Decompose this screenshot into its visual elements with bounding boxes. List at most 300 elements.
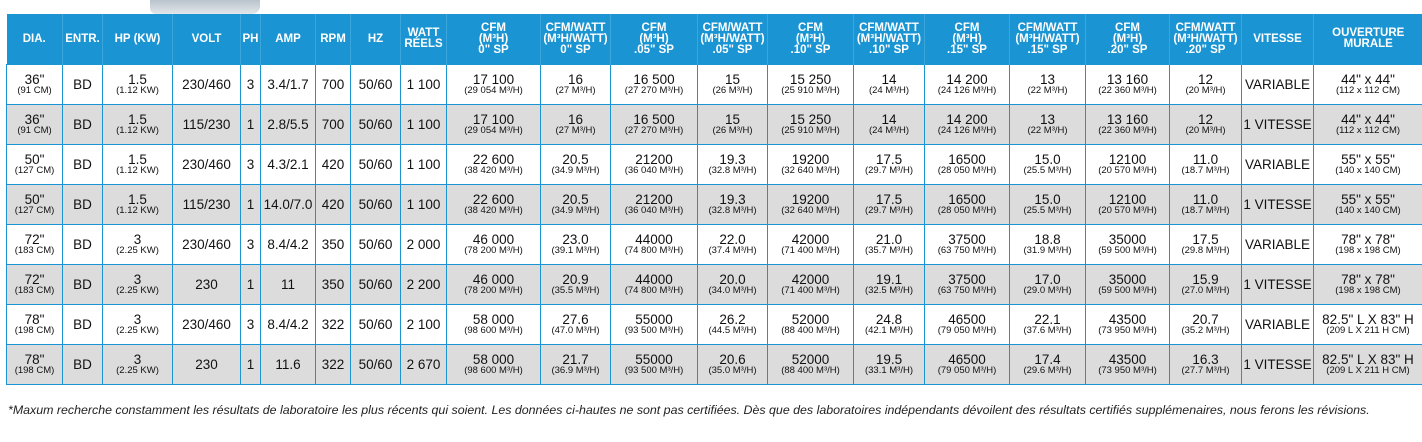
cell-value: 17.5	[1192, 232, 1219, 247]
cell-value: 16.3	[1192, 352, 1219, 367]
table-cell	[1086, 145, 1170, 185]
table-cell	[401, 225, 447, 265]
cell-metric: (59 500 M³/H)	[1098, 285, 1157, 296]
table-cell	[854, 265, 925, 305]
cell-value: 1	[246, 197, 255, 212]
table-cell	[7, 105, 63, 145]
column-header-line: .10" SP	[869, 43, 909, 56]
cell-value: VARIABLE	[1244, 77, 1311, 92]
table-cell	[351, 185, 401, 225]
table-cell	[401, 305, 447, 345]
table-cell	[611, 65, 698, 105]
cell-metric: (78 200 M³/H)	[464, 285, 523, 296]
table-cell	[768, 225, 854, 265]
cell-value: 55" x 55"	[1341, 152, 1395, 167]
table-cell	[698, 105, 768, 145]
table-cell	[261, 65, 316, 105]
cell-value: 1	[246, 357, 255, 372]
cell-value: 14.0/7.0	[263, 197, 313, 212]
cell-value: 36"	[24, 72, 45, 87]
cell-metric: (20 M³/H)	[1185, 85, 1226, 96]
cell-metric: (22 360 M³/H)	[1098, 125, 1157, 136]
cell-value: 21200	[635, 152, 673, 167]
cell-value: BD	[73, 357, 92, 372]
table-cell	[447, 185, 541, 225]
cell-value: 1 100	[406, 117, 441, 132]
cell-value: 1 VITESSE	[1243, 357, 1312, 372]
cell-value: BD	[73, 317, 92, 332]
table-cell	[925, 145, 1010, 185]
cell-value: 42000	[791, 232, 830, 247]
cell-value: 3	[246, 317, 255, 332]
cell-metric: (198 CM)	[14, 365, 55, 376]
table-cell	[541, 145, 611, 185]
table-cell	[541, 65, 611, 105]
table-cell	[173, 345, 241, 385]
table-cell	[316, 305, 351, 345]
cell-value: 44" x 44"	[1341, 72, 1395, 87]
table-cell	[698, 345, 768, 385]
cell-value: 1.5	[128, 152, 147, 167]
cell-metric: (63 750 M³/H)	[937, 285, 997, 296]
table-row	[7, 65, 1422, 105]
cell-metric: (127 CM)	[14, 205, 55, 216]
cell-metric: (24 126 M³/H)	[937, 85, 997, 96]
table-cell	[1314, 265, 1422, 305]
column-header-line: RPM	[320, 32, 346, 45]
cell-metric: (91 CM)	[17, 125, 52, 136]
cell-value: 2.8/5.5	[267, 117, 309, 132]
cell-value: VARIABLE	[1244, 317, 1311, 332]
cell-value: BD	[73, 117, 92, 132]
table-cell	[316, 145, 351, 185]
cell-value: 1	[246, 117, 255, 132]
cell-value: VARIABLE	[1244, 157, 1311, 172]
table-cell	[7, 305, 63, 345]
table-cell	[1086, 305, 1170, 345]
cell-value: 13	[1039, 112, 1056, 127]
cell-value: 42000	[791, 272, 830, 287]
corner-graphic	[150, 0, 260, 14]
column-header-line: OUVERTURE	[1332, 27, 1405, 39]
table-cell	[63, 305, 103, 345]
cell-value: 115/230	[182, 197, 231, 212]
table-cell	[1010, 225, 1086, 265]
cell-value: 230	[195, 277, 218, 292]
table-cell	[1242, 265, 1314, 305]
cell-value: 13	[1039, 72, 1056, 87]
cell-value: 420	[321, 157, 345, 172]
table-cell	[854, 105, 925, 145]
cell-value: 14	[881, 72, 897, 87]
spec-table	[6, 14, 1422, 385]
column-header-line: (M³H)	[1112, 32, 1143, 45]
cell-metric: (1.12 KW)	[116, 165, 159, 176]
column-header	[241, 14, 261, 65]
cell-value: 14 200	[946, 112, 988, 127]
column-header-line: (M³H)	[952, 32, 982, 45]
cell-value: 322	[321, 357, 345, 372]
table-cell	[447, 145, 541, 185]
cell-metric: (42.1 M³/H)	[864, 325, 914, 336]
cell-metric: (91 CM)	[17, 85, 52, 96]
cell-metric: (98 600 M³/H)	[464, 365, 523, 376]
column-header	[1086, 14, 1170, 65]
table-cell	[611, 345, 698, 385]
cell-value: 43500	[1108, 312, 1147, 327]
table-cell	[7, 185, 63, 225]
cell-value: 1.5	[128, 112, 147, 127]
column-header	[7, 14, 63, 65]
cell-metric: (2.25 KW)	[116, 365, 159, 376]
table-cell	[698, 305, 768, 345]
table-cell	[316, 225, 351, 265]
cell-metric: (20 570 M³/H)	[1098, 165, 1157, 176]
table-cell	[1086, 265, 1170, 305]
table-cell	[447, 265, 541, 305]
cell-metric: (93 500 M³/H)	[624, 325, 684, 336]
cell-value: BD	[73, 197, 92, 212]
cell-value: 72"	[24, 272, 45, 287]
cell-value: BD	[73, 157, 92, 172]
cell-metric: (26 M³/H)	[712, 125, 753, 136]
column-header-line: ENTR.	[65, 32, 100, 45]
table-cell	[1170, 145, 1242, 185]
cell-value: BD	[73, 277, 92, 292]
cell-value: 700	[321, 117, 345, 132]
table-cell	[316, 65, 351, 105]
cell-metric: (18.7 M³/H)	[1181, 165, 1230, 176]
cell-value: 16	[567, 72, 584, 87]
table-cell	[1170, 105, 1242, 145]
table-cell	[63, 145, 103, 185]
column-header	[316, 14, 351, 65]
cell-metric: (24 M³/H)	[868, 125, 910, 136]
table-cell	[173, 225, 241, 265]
cell-value: 17.5	[875, 192, 903, 207]
cell-metric: (22 M³/H)	[1027, 125, 1068, 136]
cell-metric: (34.0 M³/H)	[708, 285, 757, 296]
table-cell	[698, 145, 768, 185]
table-cell	[854, 145, 925, 185]
cell-metric: (33.1 M³/H)	[864, 365, 914, 376]
cell-value: 13 160	[1106, 112, 1149, 127]
table-cell	[611, 305, 698, 345]
table-cell	[854, 185, 925, 225]
table-cell	[241, 145, 261, 185]
cell-metric: (24 126 M³/H)	[937, 125, 997, 136]
cell-metric: (35.2 M³/H)	[1181, 325, 1230, 336]
column-header-line: CFM	[641, 21, 667, 34]
cell-value: 12	[1197, 72, 1214, 87]
table-cell	[698, 265, 768, 305]
cell-value: 1 VITESSE	[1243, 197, 1312, 212]
table-cell	[1242, 145, 1314, 185]
table-cell	[241, 65, 261, 105]
cell-metric: (18.7 M³/H)	[1181, 205, 1230, 216]
column-header-line: 0" SP	[560, 43, 591, 56]
table-cell	[854, 225, 925, 265]
table-cell	[768, 345, 854, 385]
cell-value: 50/60	[358, 77, 393, 92]
cell-value: 50/60	[358, 237, 393, 252]
table-cell	[447, 65, 541, 105]
table-cell	[698, 185, 768, 225]
table-cell	[173, 65, 241, 105]
cell-value: 82.5" L X 83" H	[1322, 352, 1414, 367]
cell-value: 22.1	[1034, 312, 1061, 327]
cell-value: 1	[246, 277, 255, 292]
cell-value: 43500	[1108, 352, 1147, 367]
cell-metric: (1.12 KW)	[116, 125, 159, 136]
cell-metric: (34.9 M³/H)	[551, 205, 600, 216]
cell-value: 19.5	[875, 352, 903, 367]
column-header-line: .20" SP	[1185, 43, 1226, 56]
cell-value: 3	[246, 157, 255, 172]
table-cell	[1314, 305, 1422, 345]
cell-metric: (35.0 M³/H)	[708, 365, 757, 376]
cell-value: 15 250	[789, 72, 832, 87]
table-cell	[1242, 305, 1314, 345]
cell-value: 19.3	[719, 192, 746, 207]
cell-value: 1 VITESSE	[1243, 117, 1312, 132]
table-cell	[768, 305, 854, 345]
cell-value: 17.4	[1034, 352, 1061, 367]
table-cell	[351, 145, 401, 185]
cell-metric: (127 CM)	[14, 165, 55, 176]
cell-metric: (209 L X 211 H CM)	[1326, 325, 1410, 336]
table-cell	[103, 145, 173, 185]
cell-value: 1.5	[128, 72, 147, 87]
table-cell	[401, 185, 447, 225]
cell-metric: (36 040 M³/H)	[624, 165, 684, 176]
column-header-line: CFM/WATT	[1017, 21, 1078, 34]
cell-value: 50/60	[358, 197, 393, 212]
table-cell	[1010, 345, 1086, 385]
cell-metric: (29 054 M³/H)	[464, 85, 523, 96]
cell-metric: (2.25 KW)	[116, 285, 159, 296]
cell-value: 15 250	[789, 112, 832, 127]
table-cell	[401, 265, 447, 305]
cell-metric: (26 M³/H)	[712, 85, 753, 96]
cell-value: 55" x 55"	[1341, 192, 1395, 207]
cell-value: 14	[881, 112, 897, 127]
table-cell	[541, 105, 611, 145]
cell-value: 4.3/2.1	[267, 157, 309, 172]
table-cell	[1170, 265, 1242, 305]
cell-value: 27.6	[562, 312, 589, 327]
cell-value: 350	[321, 277, 345, 292]
table-cell	[241, 305, 261, 345]
cell-value: 19.3	[719, 152, 746, 167]
column-header-line: CFM	[798, 21, 823, 34]
table-cell	[1242, 345, 1314, 385]
table-cell	[611, 145, 698, 185]
table-cell	[541, 265, 611, 305]
table-cell	[768, 65, 854, 105]
table-cell	[447, 225, 541, 265]
table-cell	[173, 305, 241, 345]
cell-metric: (2.25 KW)	[116, 325, 159, 336]
table-cell	[611, 105, 698, 145]
cell-metric: (88 400 M³/H)	[781, 365, 840, 376]
table-cell	[1170, 65, 1242, 105]
cell-value: 15.0	[1034, 192, 1061, 207]
column-header-line: RÉELS	[404, 38, 443, 50]
table-cell	[351, 345, 401, 385]
cell-metric: (209 L X 211 H CM)	[1326, 365, 1410, 376]
cell-value: 16 500	[633, 72, 675, 87]
cell-metric: (1.12 KW)	[116, 205, 159, 216]
cell-metric: (35.5 M³/H)	[551, 285, 600, 296]
table-cell	[925, 105, 1010, 145]
cell-metric: (27 270 M³/H)	[624, 85, 684, 96]
cell-value: 36"	[24, 112, 45, 127]
column-header-line: CFM/WATT	[702, 21, 763, 34]
column-header-line: CFM	[1115, 21, 1140, 34]
table-cell	[1010, 105, 1086, 145]
table-row	[7, 345, 1422, 385]
cell-value: 14 200	[946, 72, 988, 87]
table-cell	[316, 105, 351, 145]
cell-metric: (112 x 112 CM)	[1335, 85, 1401, 96]
cell-value: 16 500	[633, 112, 675, 127]
table-cell	[7, 65, 63, 105]
table-cell	[63, 105, 103, 145]
cell-metric: (20 M³/H)	[1185, 125, 1226, 136]
table-cell	[351, 65, 401, 105]
column-header	[63, 14, 103, 65]
cell-metric: (1.12 KW)	[116, 85, 159, 96]
cell-value: 350	[321, 237, 345, 252]
column-header-line: HZ	[367, 32, 384, 45]
table-cell	[1242, 65, 1314, 105]
cell-metric: (29.6 M³/H)	[1023, 365, 1072, 376]
table-cell	[401, 145, 447, 185]
cell-metric: (27 270 M³/H)	[624, 125, 684, 136]
table-cell	[261, 225, 316, 265]
column-header-line: (M³H/WATT)	[700, 32, 765, 45]
cell-metric: (47.0 M³/H)	[551, 325, 600, 336]
cell-value: 26.2	[719, 312, 746, 327]
table-row	[7, 185, 1422, 225]
cell-value: 230	[195, 357, 218, 372]
cell-value: 19.1	[875, 272, 903, 287]
cell-value: 2 100	[406, 317, 441, 332]
table-cell	[1170, 185, 1242, 225]
cell-value: 12100	[1108, 152, 1147, 167]
cell-metric: (2.25 KW)	[116, 245, 159, 256]
cell-metric: (29 054 M³/H)	[464, 125, 523, 136]
table-body	[7, 65, 1422, 385]
cell-value: 21200	[635, 192, 673, 207]
header-row	[7, 14, 1422, 65]
table-cell	[351, 265, 401, 305]
cell-metric: (31.9 M³/H)	[1023, 245, 1072, 256]
table-cell	[1314, 145, 1422, 185]
column-header-line: CFM	[954, 21, 980, 34]
table-cell	[63, 185, 103, 225]
cell-value: 15	[724, 72, 741, 87]
cell-value: 52000	[791, 312, 830, 327]
column-header-line: 0" SP	[478, 43, 509, 56]
table-cell	[768, 185, 854, 225]
table-cell	[1170, 305, 1242, 345]
column-header	[1314, 14, 1422, 65]
table-cell	[173, 145, 241, 185]
table-cell	[261, 265, 316, 305]
table-cell	[925, 185, 1010, 225]
cell-value: 17 100	[472, 112, 515, 127]
column-header-line: CFM/WATT	[1175, 21, 1236, 34]
table-cell	[1170, 225, 1242, 265]
cell-value: 1 VITESSE	[1243, 277, 1312, 292]
cell-value: 8.4/4.2	[267, 317, 309, 332]
table-cell	[1086, 225, 1170, 265]
table-cell	[261, 305, 316, 345]
cell-value: 78"	[24, 312, 45, 327]
table-cell	[351, 305, 401, 345]
cell-value: 1 100	[406, 157, 441, 172]
table-cell	[241, 225, 261, 265]
table-cell	[925, 65, 1010, 105]
table-cell	[1314, 345, 1422, 385]
cell-metric: (93 500 M³/H)	[624, 365, 684, 376]
column-header-line: HP (KW)	[114, 32, 161, 45]
cell-value: 1.5	[128, 192, 147, 207]
column-header-line: DIA.	[22, 32, 46, 45]
table-cell	[611, 265, 698, 305]
cell-value: 78" x 78"	[1341, 272, 1395, 287]
table-cell	[261, 105, 316, 145]
cell-value: 11	[280, 277, 295, 292]
table-cell	[173, 265, 241, 305]
table-cell	[63, 225, 103, 265]
column-header	[768, 14, 854, 65]
table-cell	[925, 225, 1010, 265]
cell-value: 20.9	[562, 272, 589, 287]
cell-value: 46500	[948, 352, 986, 367]
cell-value: 322	[321, 317, 345, 332]
table-cell	[103, 265, 173, 305]
column-header-line: (M³H/WATT)	[543, 32, 608, 45]
column-header-line: CFM/WATT	[859, 21, 919, 34]
cell-value: 35000	[1108, 272, 1147, 287]
cell-metric: (183 CM)	[14, 245, 55, 256]
table-cell	[447, 305, 541, 345]
column-header-line: AMP	[275, 32, 301, 45]
table-cell	[925, 265, 1010, 305]
table-cell	[1010, 305, 1086, 345]
cell-value: 44" x 44"	[1341, 112, 1395, 127]
column-header-line: (M³H/WATT)	[856, 32, 922, 45]
table-cell	[854, 345, 925, 385]
cell-metric: (112 x 112 CM)	[1335, 125, 1401, 136]
cell-metric: (183 CM)	[14, 285, 55, 296]
table-cell	[63, 65, 103, 105]
table-cell	[541, 345, 611, 385]
cell-metric: (22 360 M³/H)	[1098, 85, 1157, 96]
cell-value: 3	[133, 352, 142, 367]
table-cell	[7, 225, 63, 265]
cell-metric: (198 x 198 CM)	[1335, 285, 1401, 296]
cell-value: 20.7	[1192, 312, 1219, 327]
column-header-line: .10" SP	[790, 43, 831, 56]
column-header-line: VOLT	[191, 32, 222, 45]
table-cell	[316, 345, 351, 385]
cell-value: 1 100	[406, 77, 441, 92]
cell-value: 46 000	[472, 272, 515, 287]
